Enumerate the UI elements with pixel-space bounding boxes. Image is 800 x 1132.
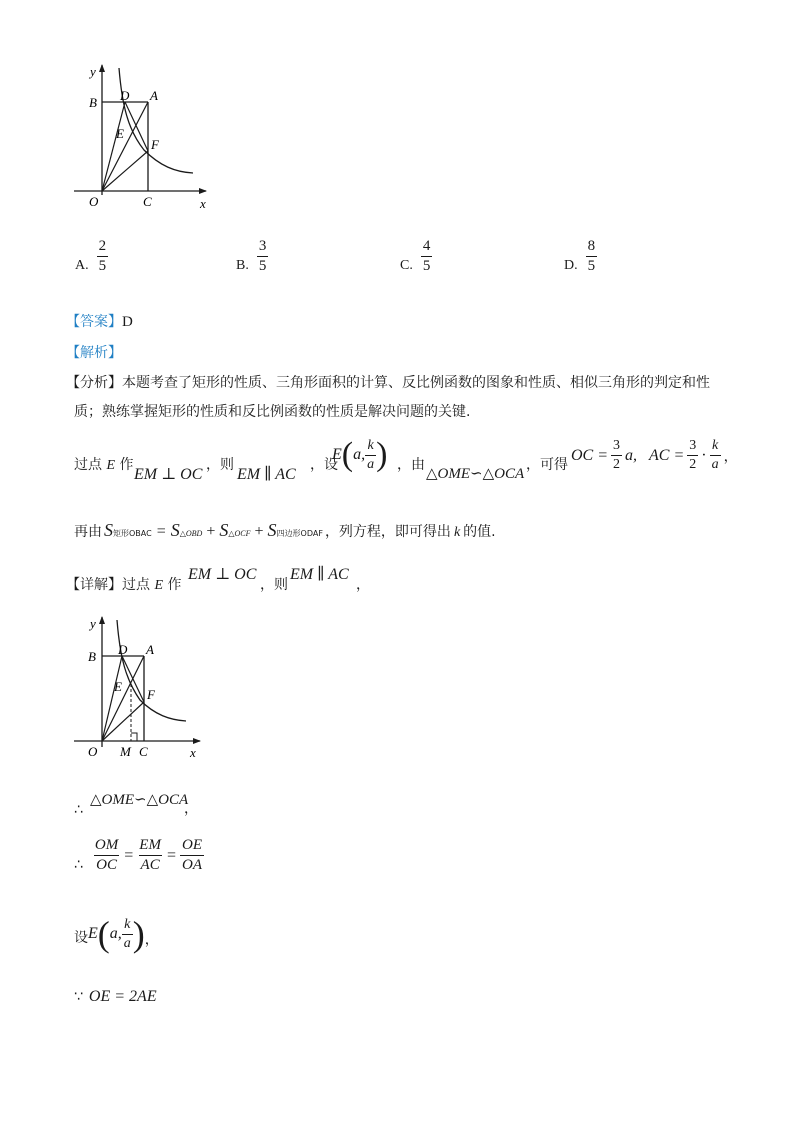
ratio-OM-OC	[93, 838, 120, 873]
ratio-OM: OM	[94, 837, 119, 853]
y-axis-arrow	[99, 64, 105, 72]
fenxi-line-2: 质；熟练掌握矩形的性质和反比例函数的性质是解决问题的关键.	[74, 404, 471, 420]
detail-text-a: 过点	[122, 577, 150, 593]
step1-line	[74, 436, 764, 484]
step1-E-a: a,	[353, 446, 366, 463]
option-B-denominator: 5	[258, 257, 267, 274]
step2-text-c: 的值.	[463, 524, 496, 540]
label-E: E	[114, 679, 122, 694]
option-C-numerator: 4	[422, 237, 431, 254]
because-line	[74, 988, 157, 1006]
set-comma: ，	[144, 932, 159, 948]
similar-triangles: △OME∽△OCA	[90, 792, 189, 808]
step1-oc: OC =	[571, 446, 609, 464]
step1-E-letter: E	[332, 446, 342, 463]
step2-k: k	[453, 525, 461, 540]
step1-text-c: ，则	[206, 457, 234, 473]
step1-text-e: ，由	[397, 457, 425, 473]
option-D-letter: D.	[564, 258, 578, 273]
detail-text-c: ，则	[260, 577, 288, 593]
therefore-symbol-2: ∴	[74, 856, 83, 873]
segment-OF	[102, 151, 148, 191]
step2-text-a: 再由	[74, 524, 102, 540]
figure-1-graph	[60, 60, 220, 220]
set-lparen: (	[97, 914, 110, 954]
ratio-OC: OC	[96, 857, 117, 873]
label-B: B	[88, 649, 96, 664]
set-a-den: a	[123, 935, 131, 951]
label-C: C	[139, 744, 148, 759]
label-D: D	[120, 88, 130, 103]
answer-tag: 【答案】	[66, 314, 122, 330]
step1-text-d: ，设	[310, 457, 338, 473]
analysis-tag: 【解析】	[66, 345, 122, 361]
step1-oc-frac	[611, 439, 622, 472]
step1-ac-den1: 2	[689, 457, 697, 472]
step1-E-frac	[365, 439, 376, 472]
set-k: k	[124, 916, 131, 932]
step1-E-a-den: a	[367, 456, 375, 472]
step2-s1: S	[104, 520, 113, 540]
step2-text-b: ，列方程，即可得出	[324, 524, 451, 540]
hyperbola-curve	[119, 68, 193, 173]
hyperbola-curve	[117, 620, 186, 721]
y-axis-arrow	[99, 616, 105, 624]
therefore-similar-line	[74, 790, 274, 820]
step1-E-k: k	[367, 437, 374, 453]
step1-text-a: 过点	[74, 457, 102, 473]
detail-text-d: ，	[356, 577, 370, 593]
therefore-symbol-1: ∴	[74, 802, 83, 818]
label-A: A	[150, 88, 158, 103]
step2-sub4: 四边形ODAF	[276, 529, 323, 538]
option-B-letter: B.	[236, 258, 249, 273]
figure-2-graph	[60, 612, 220, 772]
option-A-fraction	[97, 239, 109, 274]
label-M: M	[120, 744, 131, 759]
option-D-denominator: 5	[587, 257, 596, 274]
ratio-OA: OA	[181, 857, 202, 873]
step1-ac-frac2	[710, 439, 721, 472]
option-A-letter: A.	[75, 258, 89, 273]
step1-oc-a: a,	[625, 446, 638, 464]
detail-em-perp-oc: EM ⊥ OC	[188, 566, 257, 583]
label-O: O	[88, 744, 98, 759]
detail-tag: 【详解】	[66, 577, 122, 593]
fenxi-tag: 【分析】	[66, 375, 122, 391]
step2-plus1: +	[206, 523, 216, 540]
option-C-fraction	[421, 239, 433, 274]
step1-ac-num1: 3	[689, 438, 697, 453]
step1-text-b: 作	[119, 457, 134, 473]
x-axis-arrow	[193, 738, 201, 744]
step1-text-f: ，可得	[526, 457, 568, 473]
label-y: y	[90, 64, 96, 79]
step2-eq: =	[156, 523, 166, 540]
option-C[interactable]	[400, 238, 432, 274]
option-A[interactable]	[75, 238, 108, 274]
segment-OA	[102, 656, 144, 741]
option-C-letter: C.	[400, 258, 413, 273]
therefore-ratio-line	[74, 838, 204, 873]
fenxi-line-1	[66, 372, 710, 392]
step2-sub2: △OBD	[179, 529, 203, 538]
step1-oc-formula	[571, 439, 637, 472]
set-text: 设	[74, 930, 88, 946]
step2-s2: S	[170, 520, 180, 540]
step1-em-perp-oc: EM ⊥ OC	[134, 466, 203, 483]
label-x: x	[200, 196, 206, 211]
because-symbol: ∵	[74, 989, 83, 1005]
ratio-AC: AC	[140, 857, 160, 873]
ratio-eq-2: =	[166, 846, 176, 864]
because-formula: OE = 2AE	[88, 988, 157, 1005]
label-O: O	[89, 194, 99, 209]
set-E-line	[74, 916, 159, 952]
step1-E-lparen: (	[341, 436, 354, 473]
step2-plus2: +	[254, 523, 264, 540]
detail-point-E: E	[154, 578, 164, 593]
step1-ac-formula	[649, 439, 738, 472]
ratio-OE-OA	[180, 838, 204, 873]
step1-oc-num: 3	[613, 438, 621, 453]
segment-OD	[102, 102, 125, 191]
segment-OF	[102, 702, 144, 741]
label-C: C	[143, 194, 152, 209]
set-a: a,	[109, 925, 122, 942]
step1-oc-den: 2	[613, 457, 621, 472]
step1-ac: AC =	[649, 446, 685, 464]
step1-similar: △OME∽△OCA	[426, 466, 525, 482]
label-E: E	[116, 126, 124, 141]
step1-ac-dot: ·	[701, 446, 707, 464]
option-B-numerator: 3	[258, 237, 267, 254]
step1-em-parallel-ac: EM ∥ AC	[237, 466, 296, 483]
step1-end-comma: ，	[723, 448, 738, 465]
detail-text-b: 作	[167, 577, 182, 593]
step2-line	[74, 520, 496, 541]
segment-OD	[102, 656, 122, 741]
step2-sub1: 矩形OBAC	[113, 529, 152, 538]
answer-value: D	[122, 314, 133, 330]
step1-E-coord	[332, 438, 387, 472]
set-rparen: )	[132, 914, 145, 954]
label-x: x	[190, 745, 196, 760]
right-angle-mark	[131, 733, 137, 741]
step2-s3: S	[219, 520, 229, 540]
step1-E-rparen: )	[376, 436, 388, 473]
step2-s4: S	[267, 520, 277, 540]
option-D-numerator: 8	[587, 237, 596, 254]
label-y: y	[90, 616, 96, 631]
ratio-EM: EM	[139, 837, 161, 853]
step2-sub3: △OCF	[228, 529, 251, 538]
label-B: B	[89, 95, 97, 110]
label-F: F	[147, 687, 155, 702]
detail-line	[66, 560, 396, 596]
label-D: D	[118, 642, 128, 657]
x-axis-arrow	[199, 188, 207, 194]
answer-line	[66, 311, 133, 331]
label-A: A	[146, 642, 154, 657]
option-D-fraction	[586, 239, 598, 274]
option-B[interactable]	[236, 238, 268, 274]
step1-point-E: E	[106, 458, 116, 473]
detail-em-parallel-ac: EM ∥ AC	[290, 566, 349, 583]
option-B-fraction	[257, 239, 269, 274]
option-D[interactable]	[564, 238, 597, 274]
option-A-numerator: 2	[98, 237, 107, 254]
step1-ac-frac1	[687, 439, 698, 472]
step1-ac-a: a	[711, 457, 719, 472]
set-frac	[122, 918, 133, 951]
ratio-EM-AC	[137, 838, 163, 873]
option-A-denominator: 5	[98, 257, 107, 274]
fenxi-text-1: 本题考查了矩形的性质、三角形面积的计算、反比例函数的图象和性质、相似三角形的判定和性	[122, 375, 710, 391]
label-F: F	[151, 137, 159, 152]
step1-ac-k: k	[711, 438, 719, 453]
similar-comma: ，	[184, 801, 198, 817]
option-C-denominator: 5	[422, 257, 431, 274]
ratio-OE: OE	[181, 837, 202, 853]
ratio-eq-1: =	[124, 846, 134, 864]
set-E-letter: E	[88, 925, 98, 942]
